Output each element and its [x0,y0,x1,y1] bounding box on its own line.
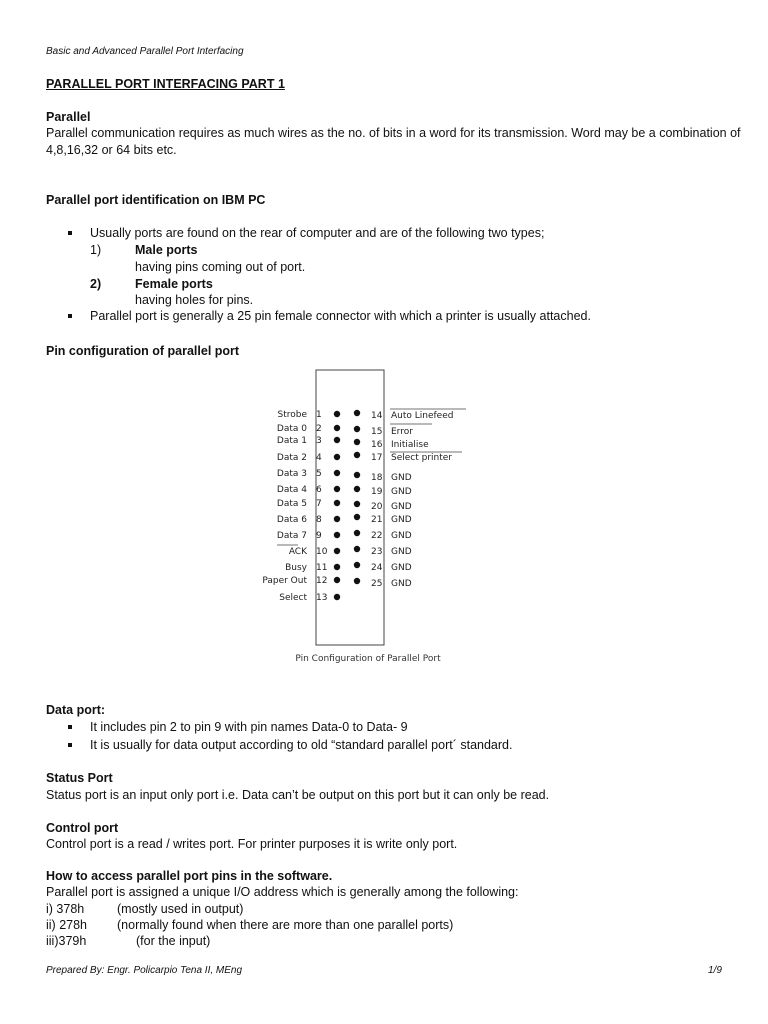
pin-dot [334,564,340,570]
figure-caption: Pin Configuration of Parallel Port [295,654,441,664]
pin-number-label: 15 [371,427,383,437]
pin-name-label: Error [391,427,413,437]
pin-name-label: Select printer [391,453,453,463]
pin-number-label: 22 [371,531,383,541]
address-label: i) 378h [46,902,85,916]
address-label: iii)379h [46,934,87,948]
pin-dot [334,437,340,443]
list-item-text: It includes pin 2 to pin 9 with pin names Data-0 to Data- 9 [90,720,408,734]
pin-name-label: Select [279,593,307,603]
address-note: (mostly used in output) [117,902,244,916]
pin-name-label: Paper Out [262,576,307,586]
section-heading-parallel: Parallel [46,110,91,124]
pin-dot [334,425,340,431]
pin-number-label: 2 [316,424,322,434]
pin-name-label: GND [391,473,412,483]
pin-name-label: Data 1 [276,436,307,446]
pin-dot [354,410,360,416]
numbered-item-label: Female ports [135,277,213,291]
pin-dot [354,578,360,584]
numbered-item-desc: having holes for pins. [135,293,254,307]
pin-number-label: 17 [371,453,383,463]
pin-name-label: Data 5 [276,499,307,509]
pin-name-label: Data 6 [276,515,307,525]
numbered-item-number: 1) [90,243,102,257]
section-heading-access: How to access parallel port pins in the software. [46,869,333,883]
pin-number-label: 25 [371,579,383,589]
pin-name-label: GND [391,579,412,589]
pin-number-label: 10 [316,547,328,557]
pin-dot [354,439,360,445]
bullet-icon [68,743,72,747]
pin-dot [334,486,340,492]
section-heading-status-port: Status Port [46,771,113,785]
pin-dot [334,500,340,506]
pin-number-label: 14 [371,411,383,421]
pin-name-label: ACK [288,547,307,557]
list-item-text: Parallel port is generally a 25 pin female connector with which a printer is usually attached. [90,309,591,323]
pin-number-label: 5 [316,469,322,479]
pin-number-label: 6 [316,485,322,495]
pin-name-label: GND [391,502,412,512]
section-heading-control-port: Control port [46,821,119,835]
pin-name-label: Data 7 [276,531,307,541]
pin-name-label: GND [391,547,412,557]
pin-number-label: 12 [316,576,328,586]
section-heading-data-port: Data port: [46,703,106,717]
pin-dot [334,516,340,522]
page-title: PARALLEL PORT INTERFACING PART 1 [46,77,285,91]
pin-name-label: GND [391,515,412,525]
pin-dot [354,514,360,520]
pin-number-label: 13 [316,593,328,603]
pin-number-label: 1 [316,410,322,420]
pin-number-label: 19 [371,487,383,497]
pin-number-label: 3 [316,436,322,446]
pin-dot [354,452,360,458]
section-heading-identification: Parallel port identification on IBM PC [46,193,266,207]
pin-number-label: 18 [371,473,383,483]
pin-number-label: 16 [371,440,383,450]
pin-number-label: 7 [316,499,322,509]
numbered-item-desc: having pins coming out of port. [135,260,306,274]
pin-number-label: 8 [316,515,322,525]
paragraph-parallel-line2: 4,8,16,32 or 64 bits etc. [46,143,177,157]
pin-number-label: 24 [371,563,383,573]
pin-dot [334,411,340,417]
pin-number-label: 23 [371,547,383,557]
pin-name-label: Initialise [391,440,429,450]
list-item-text: It is usually for data output according to old “standard parallel port´ standard. [90,738,513,752]
running-header: Basic and Advanced Parallel Port Interfacing [46,46,244,57]
pin-dot [334,577,340,583]
pin-dot [334,454,340,460]
pin-name-label: Data 3 [276,469,307,479]
pin-dot [354,472,360,478]
section-heading-pin-config: Pin configuration of parallel port [46,344,240,358]
pin-name-label: Auto Linefeed [391,411,454,421]
pin-name-label: Strobe [277,410,307,420]
pin-number-label: 21 [371,515,383,525]
paragraph-access-intro: Parallel port is assigned a unique I/O address which is generally among the following: [46,885,519,899]
pin-dot [334,594,340,600]
numbered-item-label: Male ports [135,243,198,257]
pin-dot [354,562,360,568]
pin-number-label: 9 [316,531,322,541]
numbered-item-number: 2) [90,277,102,291]
pin-number-label: 4 [316,453,322,463]
paragraph-parallel-line1: Parallel communication requires as much wires as the no. of bits in a word for its transmission. Word may be a combination of [46,126,741,140]
pin-name-label: GND [391,487,412,497]
list-item-text: Usually ports are found on the rear of computer and are of the following two types; [90,226,545,240]
footer-prepared-by: Prepared By: Engr. Policarpio Tena II, MEng [46,965,243,976]
address-note: (normally found when there are more than one parallel ports) [117,918,454,932]
pin-name-label: GND [391,563,412,573]
pin-name-label: Data 2 [276,453,307,463]
paragraph-control-port: Control port is a read / writes port. For printer purposes it is write only port. [46,837,458,851]
pin-dot [354,546,360,552]
pin-dot [354,426,360,432]
pin-dot [334,470,340,476]
pin-dot [354,501,360,507]
pin-dot [354,530,360,536]
pin-name-label: Data 4 [276,485,307,495]
pin-name-label: Busy [285,563,307,573]
paragraph-status-port: Status port is an input only port i.e. Data can’t be output on this port but it can only be read. [46,788,550,802]
pin-dot [354,486,360,492]
pin-dot [334,532,340,538]
pin-number-label: 11 [316,563,328,573]
pin-dot [334,548,340,554]
pin-name-label: Data 0 [276,424,307,434]
pin-name-label: GND [391,531,412,541]
address-label: ii) 278h [46,918,87,932]
footer-page-number: 1/9 [708,965,722,976]
bullet-icon [68,725,72,729]
address-note: (for the input) [136,934,211,948]
pin-number-label: 20 [371,502,383,512]
